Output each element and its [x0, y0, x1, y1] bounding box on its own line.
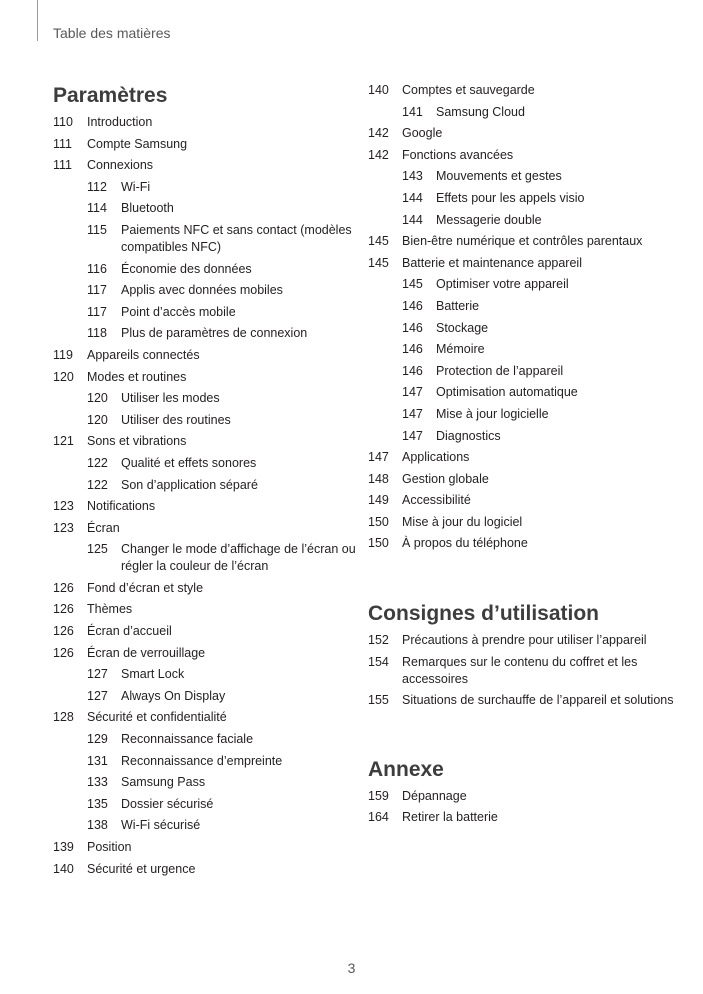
toc-entry-title: Point d’accès mobile: [121, 304, 236, 319]
toc-entry-page: 110: [53, 115, 73, 129]
page-number: 3: [347, 960, 356, 976]
toc-entry-title: Notifications: [87, 499, 156, 514]
toc-entry[interactable]: [53, 369, 363, 386]
toc-entry[interactable]: [368, 276, 678, 293]
toc-entry-title: Stockage: [436, 320, 489, 335]
toc-entry-page: 150: [368, 536, 389, 551]
toc-entry-page: 147: [368, 450, 389, 465]
toc-entry-page: 150: [368, 514, 389, 529]
toc-entry[interactable]: [53, 179, 363, 196]
section-title-consignes: Consignes d’utilisation: [368, 602, 600, 626]
toc-entry[interactable]: [53, 623, 363, 640]
toc-entry-page: 133: [87, 775, 108, 790]
toc-entry[interactable]: [368, 692, 678, 709]
toc-entry-title: Utiliser les modes: [121, 391, 220, 406]
toc-entry-title: Gestion globale: [402, 471, 489, 486]
toc-entry[interactable]: [53, 347, 363, 364]
toc-entry-page: 116: [87, 261, 107, 276]
toc-entry-title: Samsung Cloud: [436, 104, 525, 119]
toc-entry[interactable]: [368, 471, 678, 488]
toc-entry[interactable]: [368, 104, 678, 121]
toc-entry-page: 144: [402, 190, 423, 205]
toc-entry-title: Comptes et sauvegarde: [402, 83, 535, 97]
toc-entry[interactable]: [53, 157, 363, 174]
toc-entry[interactable]: [53, 774, 363, 791]
toc-entry[interactable]: [53, 601, 363, 618]
toc-entry-title: Dossier sécurisé: [121, 796, 214, 811]
toc-entry-title: Fond d’écran et style: [87, 580, 204, 595]
toc-entry-title: Écran de verrouillage: [87, 645, 206, 660]
toc-entry[interactable]: [53, 222, 363, 256]
toc-entry-title: Effets pour les appels visio: [436, 190, 585, 205]
toc-entry-title: Mouvements et gestes: [436, 169, 562, 184]
toc-entry-page: 117: [87, 304, 107, 319]
toc-entry[interactable]: [53, 282, 363, 299]
toc-entry[interactable]: [53, 455, 363, 472]
toc-entry-page: 131: [87, 753, 108, 768]
toc-entry-title: Wi-Fi: [121, 179, 151, 194]
toc-entry-title: Paiements NFC et sans contact (modèles compatibles NFC): [121, 222, 352, 254]
toc-entry[interactable]: [53, 433, 363, 450]
toc-entry[interactable]: [53, 688, 363, 705]
toc-entry-page: 120: [87, 391, 108, 406]
toc-entry[interactable]: [368, 233, 678, 250]
toc-entry[interactable]: [368, 632, 678, 649]
toc-entry-title: Précautions à prendre pour utiliser l’appareil: [402, 633, 647, 648]
toc-entry-page: 159: [368, 788, 389, 803]
toc-entry-title: Connexions: [87, 158, 154, 173]
toc-entry-page: 146: [402, 342, 423, 357]
section-title-parametres: Paramètres: [53, 84, 168, 107]
toc-entry[interactable]: [53, 731, 363, 748]
running-header: Table des matières: [53, 25, 171, 41]
toc-entry-page: 146: [402, 363, 423, 378]
toc-entry[interactable]: [368, 255, 678, 272]
toc-entry-page: 120: [53, 369, 74, 384]
toc-entry-page: 111: [53, 158, 73, 173]
toc-entry-title: Samsung Pass: [121, 775, 206, 790]
toc-entry[interactable]: [53, 839, 363, 856]
toc-entry[interactable]: [368, 341, 678, 358]
toc-entry-page: 138: [87, 818, 108, 833]
toc-entry[interactable]: [53, 666, 363, 683]
toc-entry-page: 111: [53, 136, 73, 151]
toc-entry-page: 115: [87, 222, 107, 237]
toc-entry-page: 145: [402, 277, 423, 292]
toc-entry-title: Appareils connectés: [87, 347, 200, 362]
toc-entry-page: 126: [53, 580, 74, 595]
toc-entry-page: 152: [368, 633, 389, 648]
toc-entry-title: Applis avec données mobiles: [121, 283, 283, 298]
toc-entry-title: Retirer la batterie: [402, 810, 498, 825]
toc-entry-title: Plus de paramètres de connexion: [121, 326, 308, 341]
toc-entry[interactable]: [53, 390, 363, 407]
toc-entry-title: Accessibilité: [402, 493, 471, 508]
toc-entry-page: 121: [53, 434, 74, 449]
toc-entry-page: 146: [402, 320, 423, 335]
toc-entry[interactable]: [368, 406, 678, 423]
section-gap: [368, 557, 678, 600]
toc-entry-page: 148: [368, 471, 389, 486]
toc-entry[interactable]: [53, 541, 363, 575]
toc-entry-title: Bien-être numérique et contrôles parentaux: [402, 234, 643, 249]
toc-entry-page: 117: [87, 283, 107, 298]
toc-entry[interactable]: [368, 147, 678, 164]
toc-entry-page: 114: [87, 201, 107, 216]
toc-entry-page: 144: [402, 212, 423, 227]
toc-entry-page: 123: [53, 520, 74, 535]
toc-entry-title: Applications: [402, 450, 470, 465]
toc-entry[interactable]: [368, 428, 678, 445]
toc-entry-page: 140: [53, 861, 74, 876]
toc-entry-title: Reconnaissance d’empreinte: [121, 753, 283, 768]
toc-entry-page: 125: [87, 542, 108, 557]
toc-entry-title: Sécurité et urgence: [87, 861, 196, 876]
toc-entry[interactable]: [368, 298, 678, 315]
toc-entry-title: Wi-Fi sécurisé: [121, 818, 201, 833]
toc-entry-page: 139: [53, 840, 74, 854]
toc-entry[interactable]: [53, 304, 363, 321]
toc-entry[interactable]: [53, 477, 363, 494]
toc-entry-page: 126: [53, 645, 74, 660]
toc-entry-title: Situations de surchauffe de l’appareil et solutions: [402, 693, 674, 708]
toc-entry[interactable]: [53, 412, 363, 429]
toc-entry-page: 123: [53, 499, 74, 514]
toc-entry-title: Mise à jour du logiciel: [402, 514, 523, 529]
toc-entry[interactable]: [368, 168, 678, 185]
toc-entry-page: 127: [87, 688, 108, 703]
toc-entry-title: Qualité et effets sonores: [121, 455, 257, 470]
toc-entry[interactable]: [53, 261, 363, 278]
toc-entry[interactable]: [53, 796, 363, 813]
toc-entry-page: 119: [53, 347, 73, 362]
toc-entry-title: Remarques sur le contenu du coffret et les accessoires: [402, 654, 638, 686]
toc-entry-title: Mise à jour logicielle: [436, 406, 549, 421]
toc-entry[interactable]: [368, 809, 678, 826]
toc-entry-title: Économie des données: [121, 261, 252, 276]
toc-entry[interactable]: [53, 200, 363, 217]
toc-entry[interactable]: [53, 817, 363, 834]
toc-entry-page: 147: [402, 428, 423, 443]
toc-entry[interactable]: [53, 498, 363, 515]
toc-entry-page: 118: [87, 326, 107, 341]
toc-entry-page: 112: [87, 179, 107, 194]
toc-entry-page: 127: [87, 667, 108, 682]
toc-entry-title: Écran: [87, 520, 120, 535]
toc-entry-title: Compte Samsung: [87, 136, 188, 151]
toc-entry-page: 141: [402, 104, 423, 119]
toc-entry-title: Optimiser votre appareil: [436, 277, 569, 292]
toc-entry[interactable]: [53, 325, 363, 342]
toc-entry-page: 145: [368, 234, 389, 249]
toc-entry-page: 155: [368, 693, 389, 708]
section-gap: [368, 714, 678, 756]
toc-entry-page: 142: [368, 126, 389, 141]
toc-entry[interactable]: [368, 212, 678, 229]
section-title-annexe: Annexe: [368, 757, 444, 781]
toc-entry-page: 126: [53, 602, 74, 617]
toc-entry-title: Écran d’accueil: [87, 624, 172, 639]
toc-entry[interactable]: [368, 125, 678, 142]
toc-entry-title: Google: [402, 126, 443, 141]
toc-entry-page: 154: [368, 654, 389, 669]
toc-entry-page: 122: [87, 455, 108, 470]
toc-entry[interactable]: [53, 753, 363, 770]
toc-entry-page: 135: [87, 796, 108, 811]
toc-entry-page: 149: [368, 493, 389, 508]
toc-entry-title: Position: [87, 840, 132, 854]
toc-entry[interactable]: [368, 384, 678, 401]
toc-entry[interactable]: [368, 535, 678, 552]
page-edge-rule: [37, 0, 38, 41]
toc-entry-title: Changer le mode d’affichage de l’écran ou régler la couleur de l’écran: [121, 542, 356, 574]
toc-entry[interactable]: [368, 492, 678, 509]
toc-entry-page: 126: [53, 624, 74, 639]
toc-entry-title: Mémoire: [436, 342, 485, 357]
toc-entry[interactable]: [53, 114, 363, 131]
toc-entry[interactable]: [368, 654, 678, 688]
toc-entry[interactable]: [53, 580, 363, 597]
toc-entry-title: Batterie: [436, 298, 480, 313]
toc-entry-title: Son d’application séparé: [121, 477, 258, 492]
toc-list-parametres-continued: [368, 82, 678, 552]
toc-entry-title: Dépannage: [402, 788, 467, 803]
toc-entry[interactable]: [368, 320, 678, 337]
toc-list-annexe: [368, 788, 678, 827]
toc-entry-title: Introduction: [87, 115, 153, 129]
toc-entry-title: Bluetooth: [121, 201, 174, 216]
toc-list-consignes: [368, 632, 678, 709]
toc-entry-page: 128: [53, 710, 74, 725]
toc-entry-title: Diagnostics: [436, 428, 501, 443]
toc-entry-title: Sons et vibrations: [87, 434, 187, 449]
toc-entry-page: 147: [402, 385, 423, 400]
toc-entry-title: Always On Display: [121, 688, 226, 703]
toc-entry[interactable]: [368, 190, 678, 207]
toc-entry-title: Sécurité et confidentialité: [87, 710, 227, 725]
toc-entry-page: 129: [87, 732, 108, 747]
toc-entry-page: 142: [368, 147, 389, 162]
toc-entry-page: 147: [402, 406, 423, 421]
toc-entry-page: 164: [368, 810, 389, 825]
toc-entry-title: Messagerie double: [436, 212, 542, 227]
toc-entry[interactable]: [368, 514, 678, 531]
toc-entry-page: 145: [368, 255, 389, 270]
toc-entry-page: 143: [402, 169, 423, 184]
toc-entry-title: Protection de l’appareil: [436, 363, 564, 378]
toc-entry-title: Batterie et maintenance appareil: [402, 255, 582, 270]
toc-left-column: [53, 82, 363, 882]
toc-entry-title: Smart Lock: [121, 667, 185, 682]
toc-entry[interactable]: [53, 709, 363, 726]
toc-entry[interactable]: [368, 449, 678, 466]
toc-entry-title: Reconnaissance faciale: [121, 732, 254, 747]
toc-entry[interactable]: [53, 520, 363, 537]
toc-entry[interactable]: [53, 861, 363, 878]
toc-entry-title: Thèmes: [87, 602, 133, 617]
toc-entry-title: Utiliser des routines: [121, 412, 231, 427]
toc-entry[interactable]: [368, 363, 678, 380]
toc-entry-title: Modes et routines: [87, 369, 187, 384]
toc-entry[interactable]: [53, 136, 363, 153]
toc-entry-page: 120: [87, 412, 108, 427]
toc-entry-page: 140: [368, 83, 389, 97]
toc-entry-title: À propos du téléphone: [402, 536, 528, 551]
toc-list-parametres: [53, 114, 363, 878]
toc-entry[interactable]: [53, 645, 363, 662]
toc-entry[interactable]: [368, 788, 678, 805]
toc-entry-page: 122: [87, 477, 108, 492]
toc-right-column: [368, 82, 678, 831]
toc-entry-title: Fonctions avancées: [402, 147, 514, 162]
toc-entry[interactable]: [368, 82, 678, 99]
toc-entry-page: 146: [402, 298, 423, 313]
toc-entry-title: Optimisation automatique: [436, 385, 578, 400]
